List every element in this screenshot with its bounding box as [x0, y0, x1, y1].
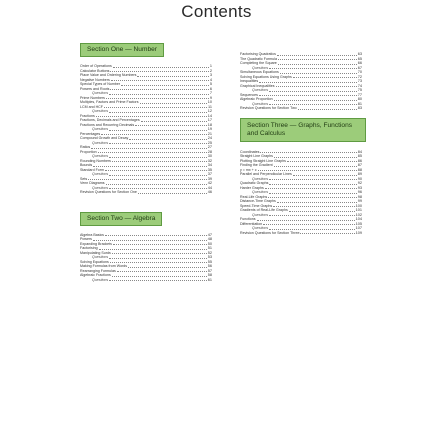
toc-entry-page: 65 [357, 56, 362, 61]
toc-entry-label: Expanding Brackets [80, 241, 112, 246]
toc-entry-label: Special Types of Number [80, 82, 121, 86]
dot-leader [113, 67, 209, 68]
dot-leader [269, 193, 357, 194]
toc-entry-page: 19 [207, 127, 212, 131]
toc-list-section-two [80, 233, 212, 283]
dot-leader [258, 170, 357, 171]
dot-leader [105, 170, 207, 171]
dot-leader [104, 107, 207, 108]
toc-entry-page: 80 [357, 97, 362, 101]
toc-entry-page: 66 [357, 61, 362, 65]
dot-leader [112, 161, 207, 162]
dot-leader [88, 179, 207, 180]
dot-leader [300, 233, 354, 234]
toc-entry-label: Algebra Basics [80, 232, 104, 237]
dot-leader [109, 175, 207, 176]
dot-leader [289, 211, 355, 212]
dot-leader [268, 197, 357, 198]
dot-leader [273, 206, 354, 207]
toc-entry-label: Speed-Time Graphs [240, 203, 273, 208]
dot-leader [112, 253, 207, 254]
toc-entry-label: Real-Life Graphs [240, 194, 268, 199]
toc-entry-page: 84 [357, 149, 362, 154]
toc-entry-label: Finding the Gradient [240, 163, 273, 167]
toc-entry-label: Parallel and Perpendicular Lines [240, 172, 292, 176]
toc-entry-page: 99 [357, 199, 362, 203]
toc-entry-label: Inequalities [240, 79, 259, 83]
dot-leader [129, 139, 206, 140]
toc-entry-page: 2 [209, 68, 212, 73]
dot-leader [106, 98, 209, 99]
dot-leader [259, 82, 357, 83]
toc-entry-page: 101 [355, 208, 362, 212]
toc-entry-page: 51 [207, 246, 212, 250]
dot-leader [137, 76, 208, 77]
toc-entry-label: Multiples, Factors and Prime Factors [80, 100, 139, 104]
toc-entry-label: Completing the Square [240, 61, 277, 65]
toc-entry-label: Questions [92, 140, 109, 145]
toc-entry-page: 77 [357, 92, 362, 97]
toc-entry-page: 93 [357, 185, 362, 190]
toc-entry-label: Questions [252, 176, 269, 181]
dot-leader [274, 157, 357, 158]
toc-list-section-three [240, 150, 362, 236]
dot-leader [269, 215, 354, 216]
toc-entry-label: Questions [252, 101, 269, 106]
dot-leader [98, 152, 207, 153]
toc-entry-page: 75 [357, 88, 362, 92]
toc-entry-label: LCM and HCF [80, 104, 103, 109]
toc-entry-label: Fractions, Decimals and Percentages [80, 118, 140, 122]
toc-entry-page: 57 [207, 268, 212, 273]
page-title: Contents [181, 2, 252, 21]
toc-entry-label: Bounds [80, 163, 93, 167]
toc-entry-page: 17 [207, 118, 212, 122]
toc-entry-label: Gradients of Real-Life Graphs [240, 208, 288, 212]
dot-leader [269, 68, 357, 69]
dot-leader [277, 202, 357, 203]
toc-entry-page: 52 [207, 250, 212, 255]
dot-leader [105, 235, 207, 236]
toc-entry-label: Questions [252, 212, 269, 217]
toc-list-section-two-cont [240, 52, 362, 111]
toc-entry-label: Solving Equations Using Graphs [240, 74, 292, 79]
toc-entry[interactable] [80, 278, 212, 283]
toc-entry-label: Questions [92, 277, 109, 282]
toc-entry-page: 18 [207, 122, 212, 127]
dot-leader [287, 161, 357, 162]
toc-entry-page: 27 [207, 145, 212, 149]
toc-entry-page: 46 [207, 190, 212, 194]
dot-leader [109, 112, 207, 113]
toc-entry-label: Fractions and Recurring Decimals [80, 122, 135, 127]
dot-leader [117, 271, 207, 272]
toc-entry-page: 34 [207, 163, 212, 167]
toc-entry-label: Manipulating Surds [80, 250, 111, 255]
toc-entry-label: Questions [92, 185, 109, 190]
toc-entry-label: Questions [92, 91, 109, 95]
dot-leader [106, 184, 207, 185]
toc-entry-page: 109 [355, 230, 362, 235]
toc-entry-label: Rearranging Formulas [80, 268, 116, 273]
dot-leader [269, 91, 357, 92]
toc-entry-label: Revision Questions for Section One [80, 190, 137, 194]
toc-entry-label: Algebraic Proportion [240, 97, 273, 101]
dot-leader [138, 193, 207, 194]
toc-entry-page: 58 [207, 273, 212, 277]
toc-entry-label: Percentages [80, 131, 101, 136]
dot-leader [274, 100, 357, 101]
toc-entry-page: 50 [207, 241, 212, 246]
toc-entry-label: Ratios [80, 145, 91, 149]
toc-entry-page: 21 [207, 131, 212, 136]
toc-entry-label: The Quadratic Formula [240, 56, 277, 61]
toc-entry-page: 32 [207, 158, 212, 163]
toc-entry-page: 100 [355, 203, 362, 208]
toc-entry-page: 10 [207, 100, 212, 104]
toc-entry-label: Venn Diagrams [80, 181, 105, 185]
toc-entry-label: Coordinates [240, 149, 260, 154]
toc-entry-page: 98 [357, 194, 362, 199]
dot-leader [109, 130, 207, 131]
toc-entry-page: 9 [209, 95, 212, 100]
toc-entry-label: Functions [240, 217, 256, 221]
toc-entry-page: 4 [209, 77, 212, 82]
dot-leader [269, 179, 357, 180]
dot-leader [265, 188, 357, 189]
toc-entry-page: 81 [357, 101, 362, 106]
toc-entry-page: 53 [207, 255, 212, 259]
toc-entry-page: 61 [207, 277, 212, 282]
dot-leader [293, 175, 357, 176]
toc-entry-label: Place Value and Ordering Numbers [80, 73, 137, 77]
toc-entry-page: 28 [207, 149, 212, 154]
toc-entry-page: 42 [207, 181, 212, 185]
dot-leader [278, 59, 357, 60]
toc-entry-page: 11 [208, 104, 212, 109]
toc-entry-label: Graphical Inequalities [240, 83, 275, 88]
toc-entry-page: 90 [357, 176, 362, 181]
dot-leader [99, 249, 207, 250]
dot-leader [140, 103, 207, 104]
toc-entry-page: 86 [357, 158, 362, 163]
toc-entry-label: Proportion [80, 149, 97, 154]
toc-entry-page: 48 [207, 237, 212, 241]
toc-entry-page: 37 [207, 172, 212, 176]
dot-leader [274, 166, 357, 167]
dot-leader [91, 148, 207, 149]
toc-entry-label: Algebraic Fractions [80, 273, 111, 277]
dot-leader [269, 229, 354, 230]
toc-entry-page: 14 [207, 113, 212, 118]
dot-leader [141, 121, 207, 122]
toc-entry-page: 70 [357, 70, 362, 74]
toc-list-section-one [80, 64, 212, 195]
toc-entry-page: 96 [357, 190, 362, 194]
toc-entry-page: 85 [357, 154, 362, 158]
dot-leader [93, 240, 207, 241]
dot-leader [276, 86, 357, 87]
toc-entry-page: 87 [357, 163, 362, 167]
dot-leader [109, 188, 207, 189]
toc-entry-label: Compound Growth and Decay [80, 136, 129, 140]
dot-leader [121, 85, 209, 86]
toc-entry-label: y = mx + c [240, 167, 257, 172]
toc-entry-label: Powers [80, 237, 92, 241]
dot-leader [128, 267, 207, 268]
toc-entry-page: 35 [207, 167, 212, 172]
right-column [240, 52, 362, 235]
toc-entry-page: 83 [357, 106, 362, 110]
toc-entry-page: 63 [357, 52, 362, 56]
dot-leader [109, 280, 207, 281]
dot-leader [109, 143, 207, 144]
dot-leader [112, 276, 207, 277]
dot-leader [109, 258, 207, 259]
toc-entry-label: Questions [92, 127, 109, 131]
toc-entry-page: 5 [209, 82, 212, 86]
dot-leader [110, 71, 209, 72]
dot-leader [110, 262, 207, 263]
dot-leader [109, 157, 207, 158]
dot-leader [277, 55, 357, 56]
toc-entry-page: 72 [357, 74, 362, 79]
toc-entry-label: Order of Operations [80, 64, 112, 68]
toc-entry-page: 7 [209, 91, 212, 95]
toc-entry-label: Straight Line Graphs [240, 154, 273, 158]
toc-entry-label: Prime Numbers [80, 95, 105, 100]
dot-leader [269, 104, 357, 105]
dot-leader [93, 166, 207, 167]
left-column [80, 38, 212, 282]
toc-entry-label: Making Formulas from Words [80, 264, 128, 268]
toc-entry-label: Questions [92, 109, 109, 113]
toc-entry-label: Calculator Buttons [80, 68, 110, 73]
toc-entry-label: Solving Equations [80, 259, 109, 264]
toc-entry-label: Distance-Time Graphs [240, 199, 276, 203]
dot-leader [278, 64, 357, 65]
dot-leader [293, 77, 357, 78]
toc-entry-label: Standard Form [80, 167, 104, 172]
toc-entry-label: Sets [80, 176, 88, 181]
dot-leader [96, 116, 207, 117]
toc-entry-label: Plotting Straight Line Graphs [240, 158, 286, 163]
toc-entry-label: Factorising [80, 246, 98, 250]
toc-entry-label: Questions [252, 65, 269, 70]
dot-leader [110, 89, 209, 90]
dot-leader [280, 73, 357, 74]
toc-entry-page: 88 [357, 167, 362, 172]
toc-entry-page: 104 [355, 217, 362, 221]
dot-leader [259, 95, 357, 96]
toc-entry-label: Questions [92, 255, 109, 259]
toc-entry-label: Revision Questions for Section Three [240, 230, 300, 235]
toc-entry-label: Differentiation [240, 221, 263, 226]
section-three-header[interactable]: Section Three — Graphs, Functions and Calculus [240, 118, 366, 142]
toc-entry-label: Questions [92, 154, 109, 158]
toc-entry-page: 25 [207, 140, 212, 145]
dot-leader [298, 109, 357, 110]
toc-entry-page: 24 [207, 136, 212, 140]
toc-entry-label: Factorising Quadratics [240, 52, 276, 56]
toc-entry-page: 73 [357, 79, 362, 83]
toc-entry-label: Simultaneous Equations [240, 70, 279, 74]
toc-entry-page: 39 [207, 176, 212, 181]
toc-entry-label: Questions [92, 172, 109, 176]
toc-entry-page: 102 [355, 212, 362, 217]
toc-entry-label: Questions [252, 226, 269, 230]
toc-entry-label: Questions [252, 88, 269, 92]
section-one-header[interactable]: Section One — Number [80, 43, 164, 57]
dot-leader [135, 125, 207, 126]
toc-entry-page: 74 [357, 83, 362, 88]
toc-entry-page: 30 [207, 154, 212, 158]
toc-entry-label: Fractions [80, 113, 95, 118]
toc-entry-label: Powers and Roots [80, 86, 110, 91]
toc-entry[interactable] [240, 231, 362, 236]
dot-leader [101, 134, 207, 135]
toc-entry-page: 56 [207, 264, 212, 268]
toc-entry-label: Negative Numbers [80, 77, 110, 82]
toc-entry-page: 107 [355, 226, 362, 230]
toc-entry-page: 67 [357, 65, 362, 70]
toc-entry-page: 47 [207, 232, 212, 237]
toc-entry-label: Sequences [240, 92, 258, 97]
toc-entry-label: Questions [252, 190, 269, 194]
toc-entry-page: 1 [209, 64, 212, 68]
toc-entry-page: 6 [209, 86, 212, 91]
toc-entry-label: Rounding Numbers [80, 158, 111, 163]
toc-entry-page: 12 [207, 109, 212, 113]
dot-leader [113, 244, 207, 245]
toc-entry-label: Quadratic Graphs [240, 181, 269, 185]
dot-leader [269, 184, 356, 185]
toc-entry-label: Revision Questions for Section Two [240, 106, 297, 110]
toc-entry-page: 89 [357, 172, 362, 176]
toc-entry-page: 3 [209, 73, 212, 77]
dot-leader [111, 80, 209, 81]
toc-entry-page: 92 [357, 181, 362, 185]
section-two-header[interactable]: Section Two — Algebra [80, 212, 162, 226]
toc-entry-label: Harder Graphs [240, 185, 264, 190]
toc-entry-page: 55 [207, 259, 212, 264]
dot-leader [263, 224, 355, 225]
dot-leader [260, 152, 356, 153]
toc-entry-page: 44 [207, 185, 212, 190]
dot-leader [109, 94, 209, 95]
toc-entry-page: 105 [355, 221, 362, 226]
dot-leader [257, 220, 355, 221]
